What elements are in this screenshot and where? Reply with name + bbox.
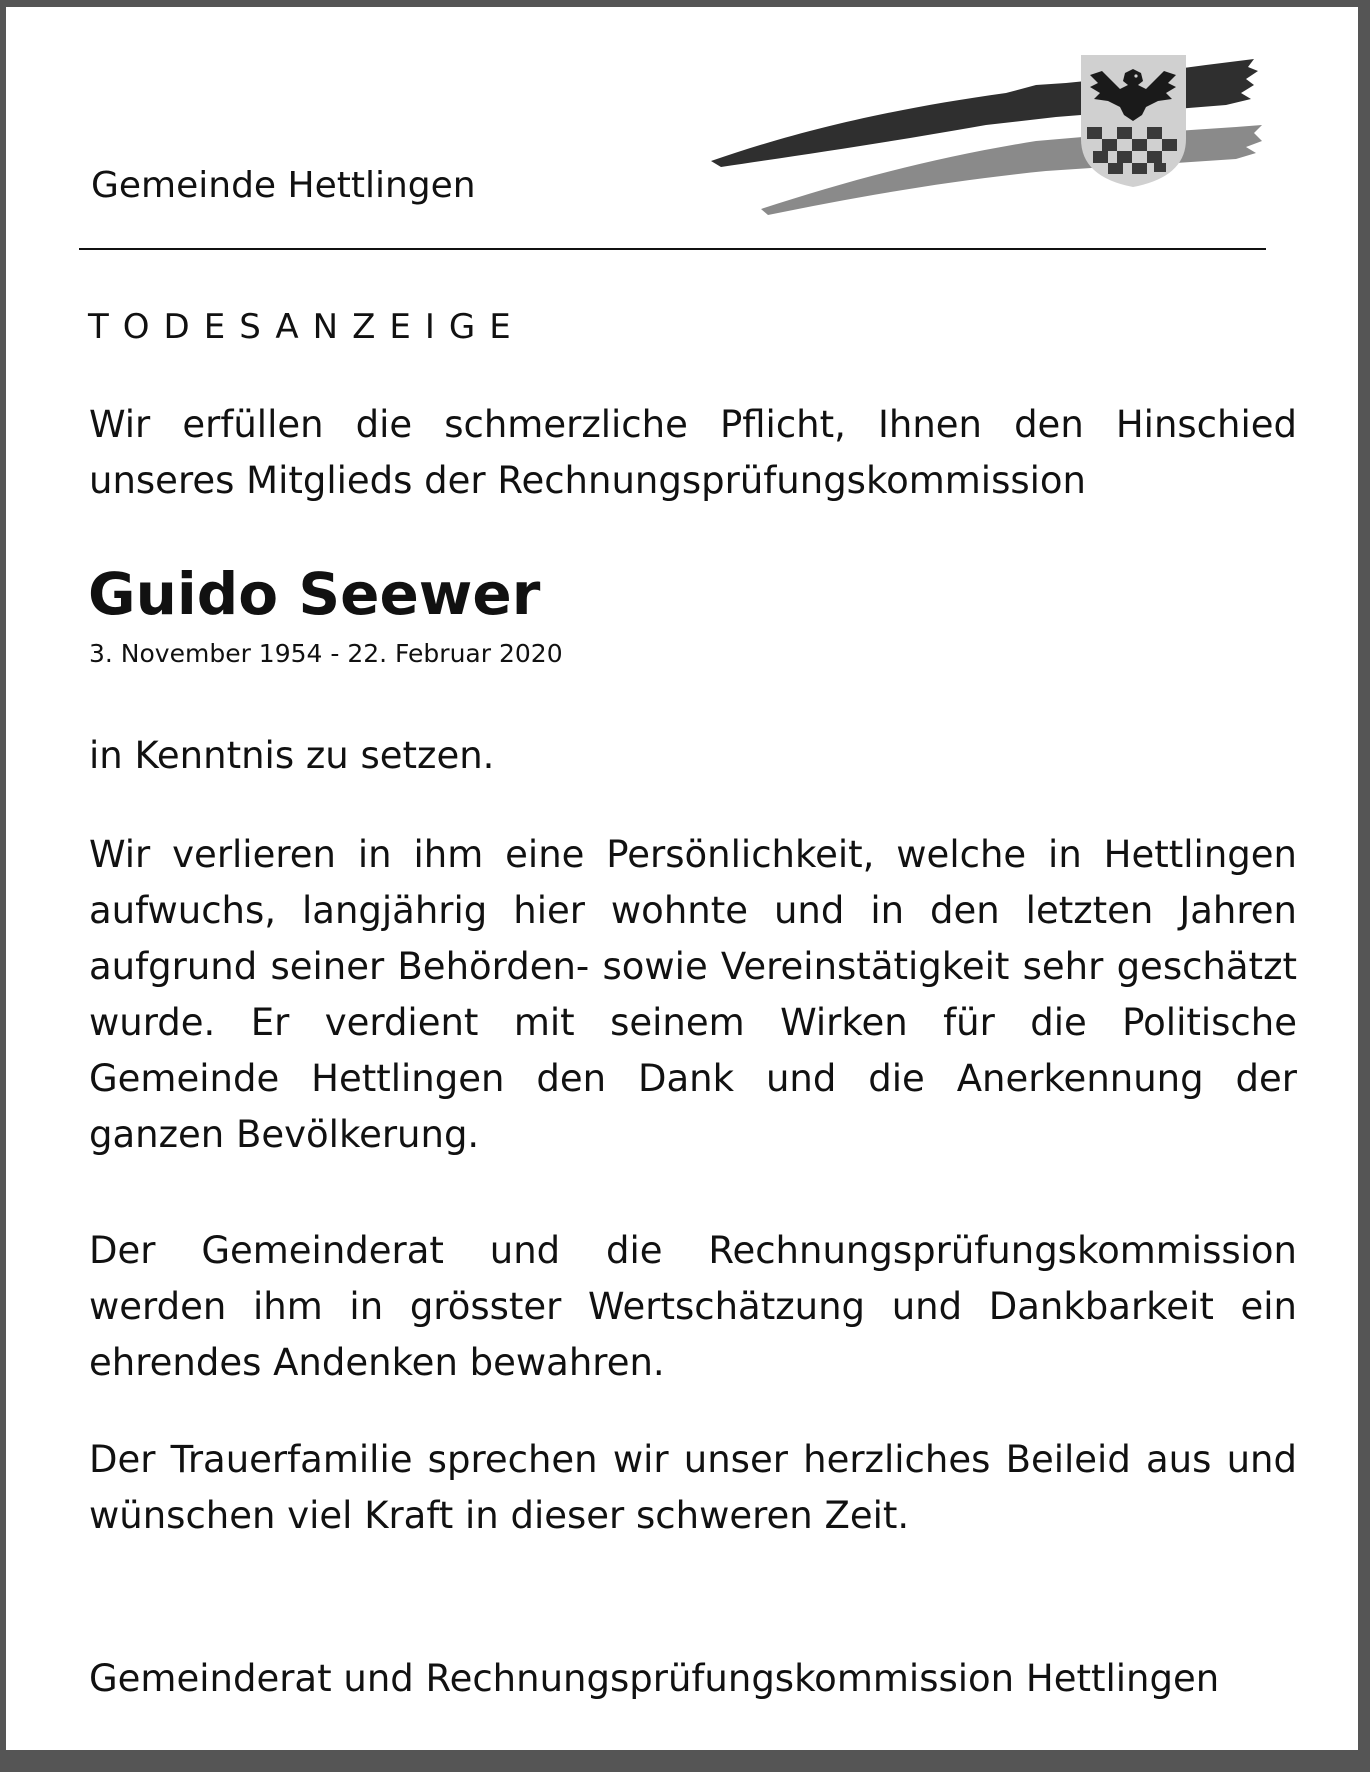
- remembrance-paragraph: Der Gemeinderat und die Rechnungsprüfungskommission werden ihm in grösster Wertschätzung und Dankbarkeit ein ehrendes Andenken bewahren.: [89, 1229, 1297, 1384]
- logo-shield: [1081, 55, 1186, 187]
- header-divider: [79, 248, 1266, 250]
- continuation-paragraph: in Kenntnis zu setzen.: [89, 734, 495, 777]
- hettlingen-coat-of-arms-icon: [706, 49, 1266, 219]
- deceased-name: Guido Seewer: [88, 560, 541, 628]
- signature-line: Gemeinderat und Rechnungsprüfungskommission Hettlingen: [89, 1657, 1220, 1700]
- organization-name: Gemeinde Hettlingen: [91, 165, 476, 206]
- tribute-paragraph: Wir verlieren in ihm eine Persönlichkeit, welche in Hettlingen aufwuchs, langjährig hier wohnte und in den letzten Jahren aufgrund seiner Behörden- sowie Vereinstätigkeit sehr geschätzt wurde. Er verdient mit seinem Wirken für die Politische Gemeinde Hettlingen den Dank und die Anerkennung der ganzen Bevölkerung.: [89, 833, 1297, 1156]
- condolences-paragraph: Der Trauerfamilie sprechen wir unser herzliches Beileid aus und wünschen viel Kraft in dieser schweren Zeit.: [89, 1438, 1297, 1537]
- notice-heading: TODESANZEIGE: [88, 307, 525, 347]
- life-dates: 3. November 1954 - 22. Februar 2020: [89, 639, 563, 668]
- intro-paragraph: Wir erfüllen die schmerzliche Pflicht, Ihnen den Hinschied unseres Mitglieds der Rechnungsprüfungskommission: [89, 403, 1297, 502]
